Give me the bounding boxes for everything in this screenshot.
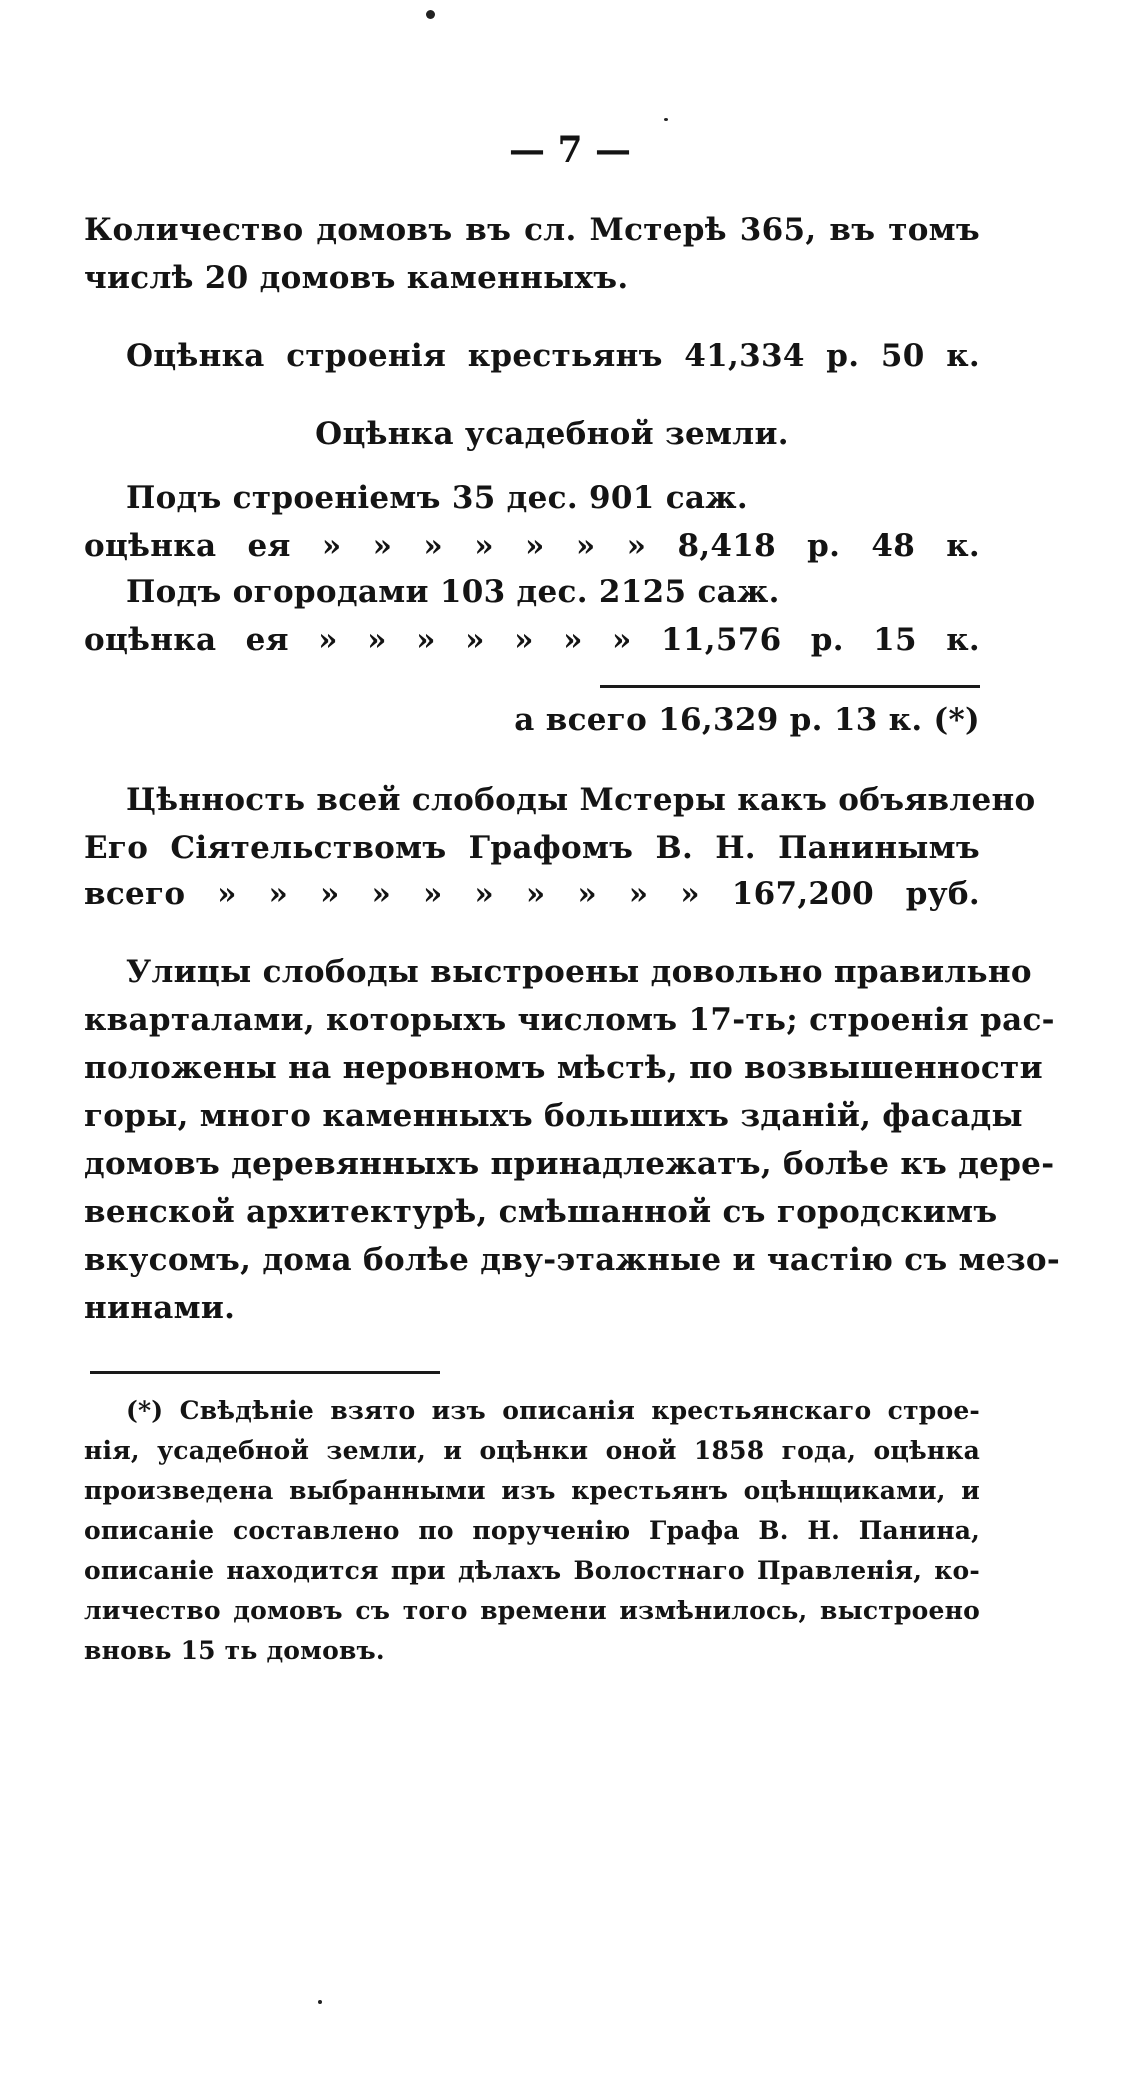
paragraph-line: вкусомъ, дома болѣе дву-этажные и частію съ мезо- — [84, 1242, 1061, 1278]
sum-rule — [600, 685, 980, 688]
value-line-1: Цѣнность всей слободы Мстеры какъ объявлено — [126, 782, 1036, 818]
footnote-line: (*) Свѣдѣніе взято изъ описанія крестьянскаго строе- — [126, 1396, 980, 1425]
paragraph-line: домовъ деревянныхъ принадлежатъ, болѣе къ дере- — [84, 1146, 1055, 1182]
land-total: а всего 16,329 р. 13 к. (*) — [514, 702, 980, 738]
value-line-2: Его Сіятельствомъ Графомъ В. Н. Панинымъ — [84, 830, 980, 866]
paragraph-line: положены на неровномъ мѣстѣ, по возвышенности — [84, 1050, 1043, 1086]
valuation-buildings: Оцѣнка строенія крестьянъ 41,334 р. 50 к. — [126, 338, 980, 374]
land-row-1: Подъ строеніемъ 35 дес. 901 саж. — [126, 480, 748, 516]
land-row-4: оцѣнка ея » » » » » » » 11,576 р. 15 к. — [84, 622, 980, 658]
footnote-line: личество домовъ съ того времени измѣнилось, выстроено — [84, 1596, 980, 1625]
footnote-rule — [90, 1371, 440, 1374]
scan-speck — [426, 10, 435, 19]
land-heading: Оцѣнка усадебной земли. — [315, 416, 789, 452]
houses-line-2: числѣ 20 домовъ каменныхъ. — [84, 260, 629, 296]
footnote-line: описаніе составлено по порученію Графа В. Н. Панина, — [84, 1516, 980, 1545]
footnote-line: вновь 15 ть домовъ. — [84, 1636, 385, 1665]
houses-line-1: Количество домовъ въ сл. Мстерѣ 365, въ томъ — [84, 212, 980, 248]
scan-speck — [664, 118, 668, 121]
footnote-line: нія, усадебной земли, и оцѣнки оной 1858 года, оцѣнка — [84, 1436, 980, 1465]
paragraph-line: кварталами, которыхъ числомъ 17-ть; строенія рас- — [84, 1002, 1055, 1038]
paragraph-line: нинами. — [84, 1290, 236, 1326]
value-line-3: всего » » » » » » » » » » 167,200 руб. — [84, 876, 980, 912]
land-row-2: оцѣнка ея » » » » » » » 8,418 р. 48 к. — [84, 528, 980, 564]
paragraph-line: венской архитектурѣ, смѣшанной съ городскимъ — [84, 1194, 998, 1230]
scan-speck — [318, 2000, 322, 2004]
page-number: — 7 — — [508, 129, 632, 171]
land-row-3: Подъ огородами 103 дес. 2125 саж. — [126, 574, 780, 610]
footnote-line: описаніе находится при дѣлахъ Волостнаго Правленія, ко- — [84, 1556, 980, 1585]
paragraph-line: Улицы слободы выстроены довольно правильно — [126, 954, 1032, 990]
paragraph-line: горы, много каменныхъ большихъ зданій, фасады — [84, 1098, 1023, 1134]
footnote-line: произведена выбранными изъ крестьянъ оцѣнщиками, и — [84, 1476, 980, 1505]
